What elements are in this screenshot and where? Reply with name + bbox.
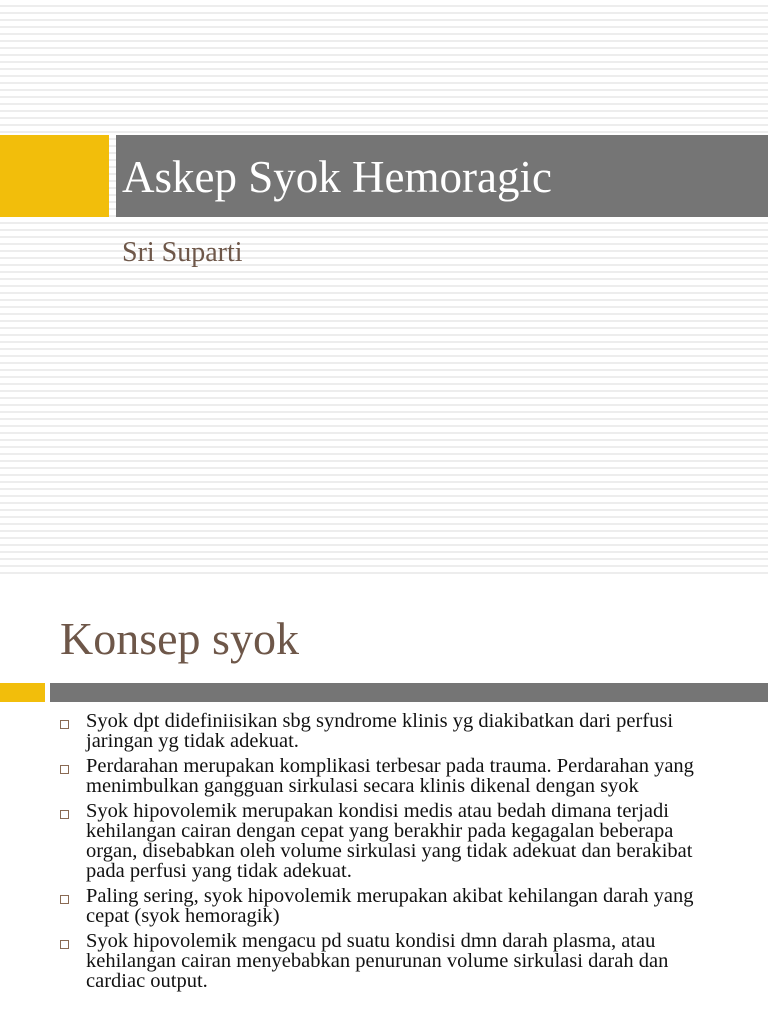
slide-konsep-syok — [0, 580, 768, 1024]
bullet-item — [0, 801, 768, 881]
bullet-item — [0, 756, 768, 796]
slide-title-text: Askep Syok Hemoragic — [122, 152, 552, 202]
bullet-item — [0, 886, 768, 926]
bullet-item — [0, 931, 768, 991]
bullet-text: Syok dpt didefiniisikan sbg syndrome klinis yg diakibatkan dari perfusi jaringan yg tidak adekuat. — [86, 710, 674, 752]
bullet-text: Syok hipovolemik mengacu pd suatu kondisi dmn darah plasma, atau kehilangan cairan menyebabkan penurunan volume sirkulasi darah dan cardiac output. — [86, 930, 669, 992]
bullet-text: Syok hipovolemik merupakan kondisi medis atau bedah dimana terjadi kehilangan cairan dengan cepat yang berakhir pada kegagalan beberapa organ, disebabkan oleh volume sirkulasi yang tidak adekuat dan berakibat pada perfusi yang tidak adekuat. — [86, 800, 693, 882]
bullet-item — [0, 711, 768, 751]
heading-accent-block — [0, 683, 45, 702]
slide-heading: Konsep syok — [60, 613, 299, 664]
title-accent-block — [0, 135, 109, 217]
bullet-text: Perdarahan merupakan komplikasi terbesar pada trauma. Perdarahan yang menimbulkan gangguan sirkulasi secara klinis dikenal dengan syok — [86, 755, 694, 797]
heading-bar — [50, 683, 768, 702]
square-bullet-icon — [60, 895, 69, 904]
square-bullet-icon — [60, 940, 69, 949]
bullet-list — [0, 711, 768, 996]
square-bullet-icon — [60, 720, 69, 729]
bullet-text: Paling sering, syok hipovolemik merupakan akibat kehilangan darah yang cepat (syok hemoragik) — [86, 885, 694, 927]
square-bullet-icon — [60, 810, 69, 819]
square-bullet-icon — [60, 765, 69, 774]
slide-subtitle-text: Sri Suparti — [122, 237, 243, 268]
